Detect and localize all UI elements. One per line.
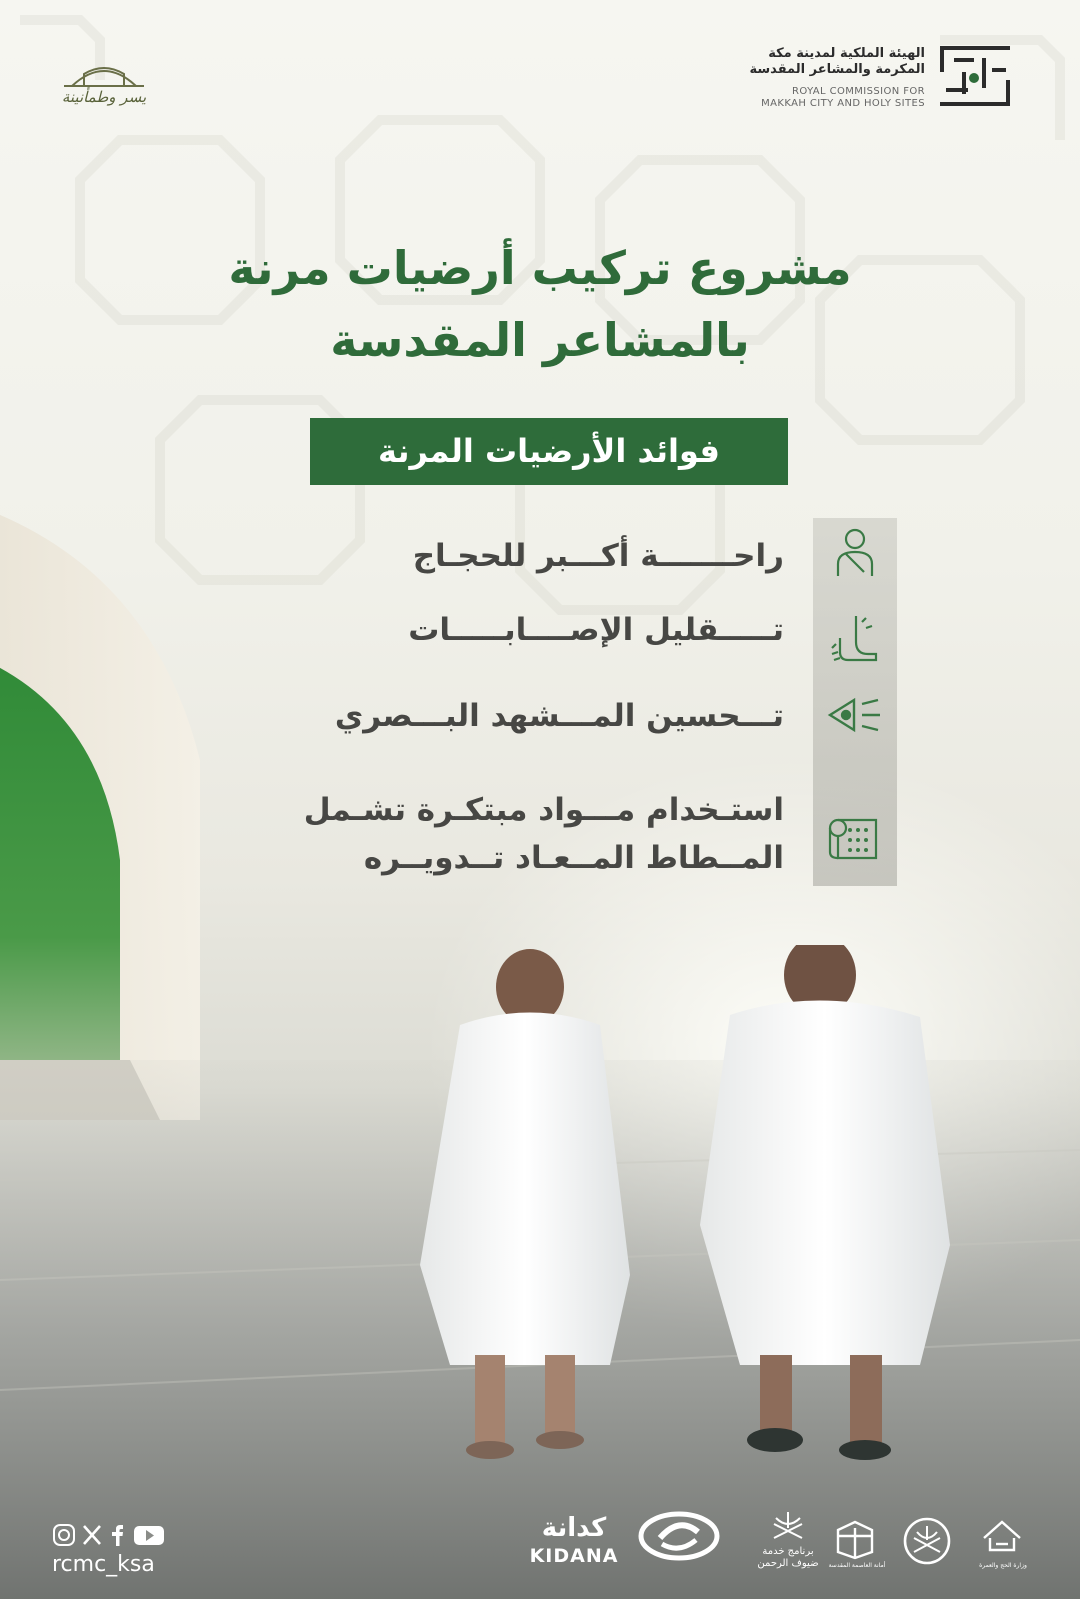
pilgrims-illustration — [360, 945, 960, 1465]
foot-icon — [826, 608, 884, 666]
dhuyuf-line2: ضيوف الرحمن — [757, 1558, 819, 1569]
ministry-hajj-caption: وزارة الحج والعمرة — [979, 1562, 1027, 1569]
rcmc-name-english — [665, 86, 925, 110]
title-line2: بالمشاعر المقدسة — [330, 313, 750, 367]
benefit-item — [160, 786, 784, 882]
kidana-logo-english: KIDANA — [529, 1545, 619, 1567]
kidana-logo-arabic: كدانة — [541, 1513, 607, 1543]
subtitle-banner — [310, 418, 788, 485]
holy-municipality-caption: أمانة العاصمة المقدسة — [828, 1562, 886, 1569]
kaaba-logo — [832, 1518, 878, 1560]
rcmc-name-arabic — [665, 46, 925, 78]
rcmc-logo — [936, 44, 1014, 108]
social-handle[interactable]: rcmc_ksa — [52, 1552, 155, 1577]
benefit-item-line2: المــطاط المــعـاد تــدويــره — [363, 840, 784, 876]
ministry-hajj-logo — [980, 1516, 1024, 1554]
benefit-item: تـــحسين المـــشهد البـــصري — [334, 698, 784, 734]
yusr-logo-text: يسر وطمأنينة — [61, 88, 147, 106]
rcmc-name-en-line1: ROYAL COMMISSION FOR — [792, 86, 925, 97]
rcmc-name-ar-line2: المكرمة والمشاعر المقدسة — [749, 62, 925, 77]
eye-icon — [826, 686, 884, 744]
saudi-emblem-icon — [768, 1508, 808, 1544]
subtitle: فوائد الأرضيات المرنة — [378, 432, 720, 470]
kidana-emblem — [638, 1508, 720, 1564]
dhuyuf-program-text — [748, 1546, 828, 1570]
title-line1: مشروع تركيب أرضيات مرنة — [228, 241, 852, 295]
rcmc-name-en-line2: MAKKAH CITY AND HOLY SITES — [761, 98, 925, 109]
facebook-icon[interactable] — [112, 1525, 123, 1546]
instagram-icon[interactable] — [54, 1525, 74, 1545]
youtube-icon[interactable] — [134, 1526, 164, 1545]
rubber-roll-icon — [826, 808, 884, 866]
x-icon[interactable] — [84, 1526, 100, 1544]
dhuyuf-line1: برنامج خدمة — [762, 1546, 814, 1557]
security-emblem-icon — [900, 1516, 954, 1566]
page-title — [150, 232, 930, 376]
benefit-item-line1: استـخدام مـــواد مبتكـرة تشـمل — [303, 792, 784, 828]
social-icons — [52, 1522, 172, 1548]
benefit-item: راحـــــــة أكـــبر للحجـاج — [412, 538, 784, 574]
benefit-item: تـــــقليل الإصــــابـــــات — [408, 612, 784, 648]
pilgrim-icon — [826, 522, 884, 580]
rcmc-name-ar-line1: الهيئة الملكية لمدينة مكة — [768, 46, 925, 61]
